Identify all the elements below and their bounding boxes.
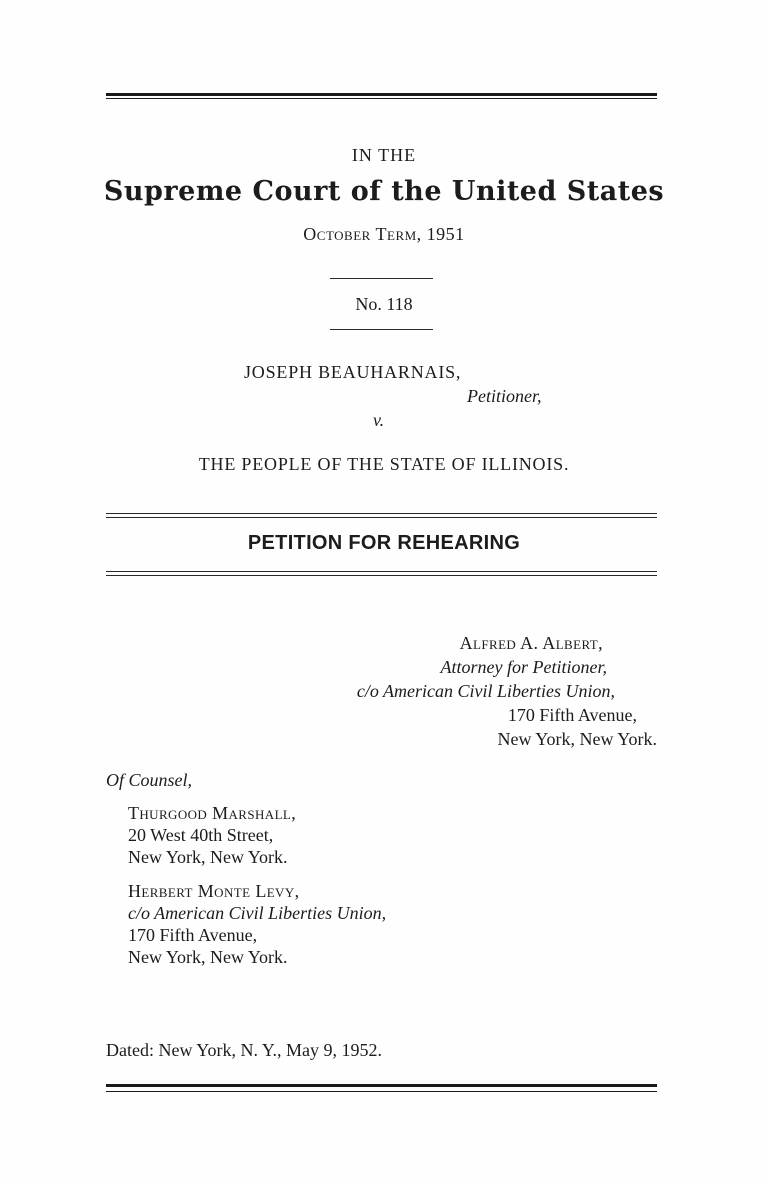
attorney-address-line1: 170 Fifth Avenue,	[507, 705, 637, 725]
court-term: October Term, 1951	[303, 224, 465, 244]
title-rule-top-2	[106, 517, 657, 518]
attorney-name: Alfred A. Albert,	[459, 633, 603, 653]
docket-number: No. 118	[355, 294, 413, 314]
attorney-address-line2: New York, New York.	[497, 729, 657, 749]
counsel-name: Thurgood Marshall,	[128, 803, 297, 823]
bottom-rule	[106, 1084, 657, 1087]
title-rule-bottom-1	[106, 571, 657, 572]
petitioner-name: JOSEPH BEAUHARNAIS,	[244, 362, 462, 382]
docket-rule-bottom	[330, 329, 433, 330]
attorney-organization: c/o American Civil Liberties Union,	[356, 681, 615, 701]
counsel-address-line: 170 Fifth Avenue,	[128, 925, 258, 945]
counsel-address-line: New York, New York.	[128, 947, 288, 967]
attorney-role: Attorney for Petitioner,	[440, 657, 607, 677]
top-rule-thin	[106, 98, 657, 99]
counsel-address-line: c/o American Civil Liberties Union,	[128, 903, 387, 923]
respondent-name: THE PEOPLE OF THE STATE OF ILLINOIS.	[198, 454, 570, 474]
document-title: PETITION FOR REHEARING	[247, 532, 521, 554]
attorney-block	[157, 631, 657, 751]
court-name: Supreme Court of the United States	[103, 176, 665, 207]
counsel-entry	[128, 880, 386, 968]
in-the-line: IN THE	[351, 145, 417, 165]
bottom-rule-thin	[106, 1091, 657, 1092]
counsel-address-line: New York, New York.	[128, 847, 288, 867]
counsel-address-line: 20 West 40th Street,	[128, 825, 274, 845]
counsel-name: Herbert Monte Levy,	[128, 881, 300, 901]
versus: v.	[373, 410, 385, 430]
date-line: Dated: New York, N. Y., May 9, 1952.	[106, 1040, 382, 1060]
title-rule-top-1	[106, 513, 657, 514]
title-rule-bottom-2	[106, 575, 657, 576]
top-rule	[106, 93, 657, 96]
petitioner-role: Petitioner,	[467, 386, 542, 406]
of-counsel-label: Of Counsel,	[106, 770, 193, 790]
counsel-entry	[128, 802, 296, 868]
docket-rule-top	[330, 278, 433, 279]
